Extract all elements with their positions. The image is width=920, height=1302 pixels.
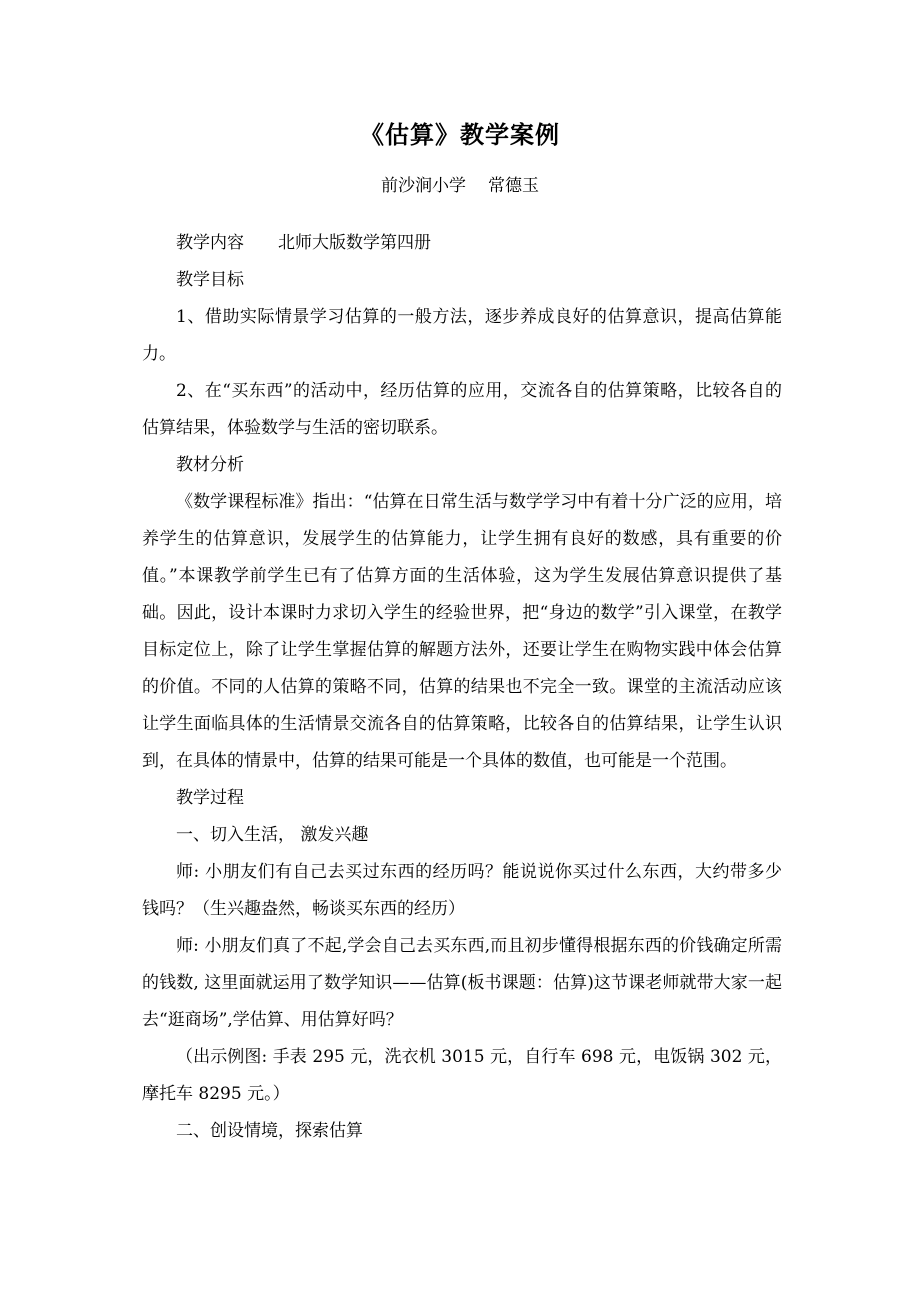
analysis-paragraph: 《数学课程标准》指出：“估算在日常生活与数学学习中有着十分广泛的应用，培养学生的估算意识，发展学生的估算能力，让学生拥有良好的数感，具有重要的价值。”本课教学前学生已有了估算方面的生活体验，这为学生发展估算意识提供了基础。因此，设计本课时力求切入学生的经验世界，把“身边的数学”引入课堂，在教学目标定位上，除了让学生掌握估算的解题方法外，还要让学生在购物实践中体会估算的价值。不同的人估算的策略不同，估算的结果也不完全一致。课堂的主流活动应该让学生面临具体的生活情景交流各自的估算策略，比较各自的估算结果，让学生认识到，在具体的情景中，估算的结果可能是一个具体的数值，也可能是一个范围。 <box>142 492 782 771</box>
process-heading: 教学过程 <box>176 788 244 808</box>
teaching-content-value: 北师大版数学第四册 <box>278 233 431 253</box>
goals-heading: 教学目标 <box>176 270 244 290</box>
section-2-heading: 二、创设情境，探索估算 <box>176 1121 363 1141</box>
goal-2-paragraph: 2、在“买东西”的活动中，经历估算的应用，交流各自的估算策略，比较各自的估算结果，体验数学与生活的密切联系。 <box>142 381 782 438</box>
example-prices-paragraph: （出示例图: 手表 295 元，洗衣机 3015 元，自行车 698 元，电饭锅 302 元，摩托车 8295 元。） <box>142 1047 782 1104</box>
author-school: 前沙涧小学 <box>381 176 466 196</box>
section-1-heading: 一、切入生活， 激发兴趣 <box>176 825 369 845</box>
goal-1-paragraph: 1、借助实际情景学习估算的一般方法，逐步养成良好的估算意识，提高估算能力。 <box>142 307 782 364</box>
document-title: 《估算》教学案例 <box>360 120 560 149</box>
analysis-heading: 教材分析 <box>176 455 244 475</box>
dialogue-1-paragraph: 师: 小朋友们有自己去买过东西的经历吗？能说说你买过什么东西，大约带多少钱吗？（生兴趣盎然，畅谈买东西的经历） <box>142 862 782 919</box>
teaching-content-label: 教学内容 <box>176 233 244 253</box>
document-body <box>142 225 782 1150</box>
author-line <box>0 172 920 200</box>
teaching-content-row <box>142 225 782 262</box>
dialogue-2-paragraph: 师: 小朋友们真了不起,学会自己去买东西,而且初步懂得根据东西的价钱确定所需的钱数, 这里面就运用了数学知识——估算(板书课题：估算)这节课老师就带大家一起去“逛商场”,学估算、用估算好吗？ <box>142 936 782 1030</box>
author-name: 常德玉 <box>488 176 539 196</box>
